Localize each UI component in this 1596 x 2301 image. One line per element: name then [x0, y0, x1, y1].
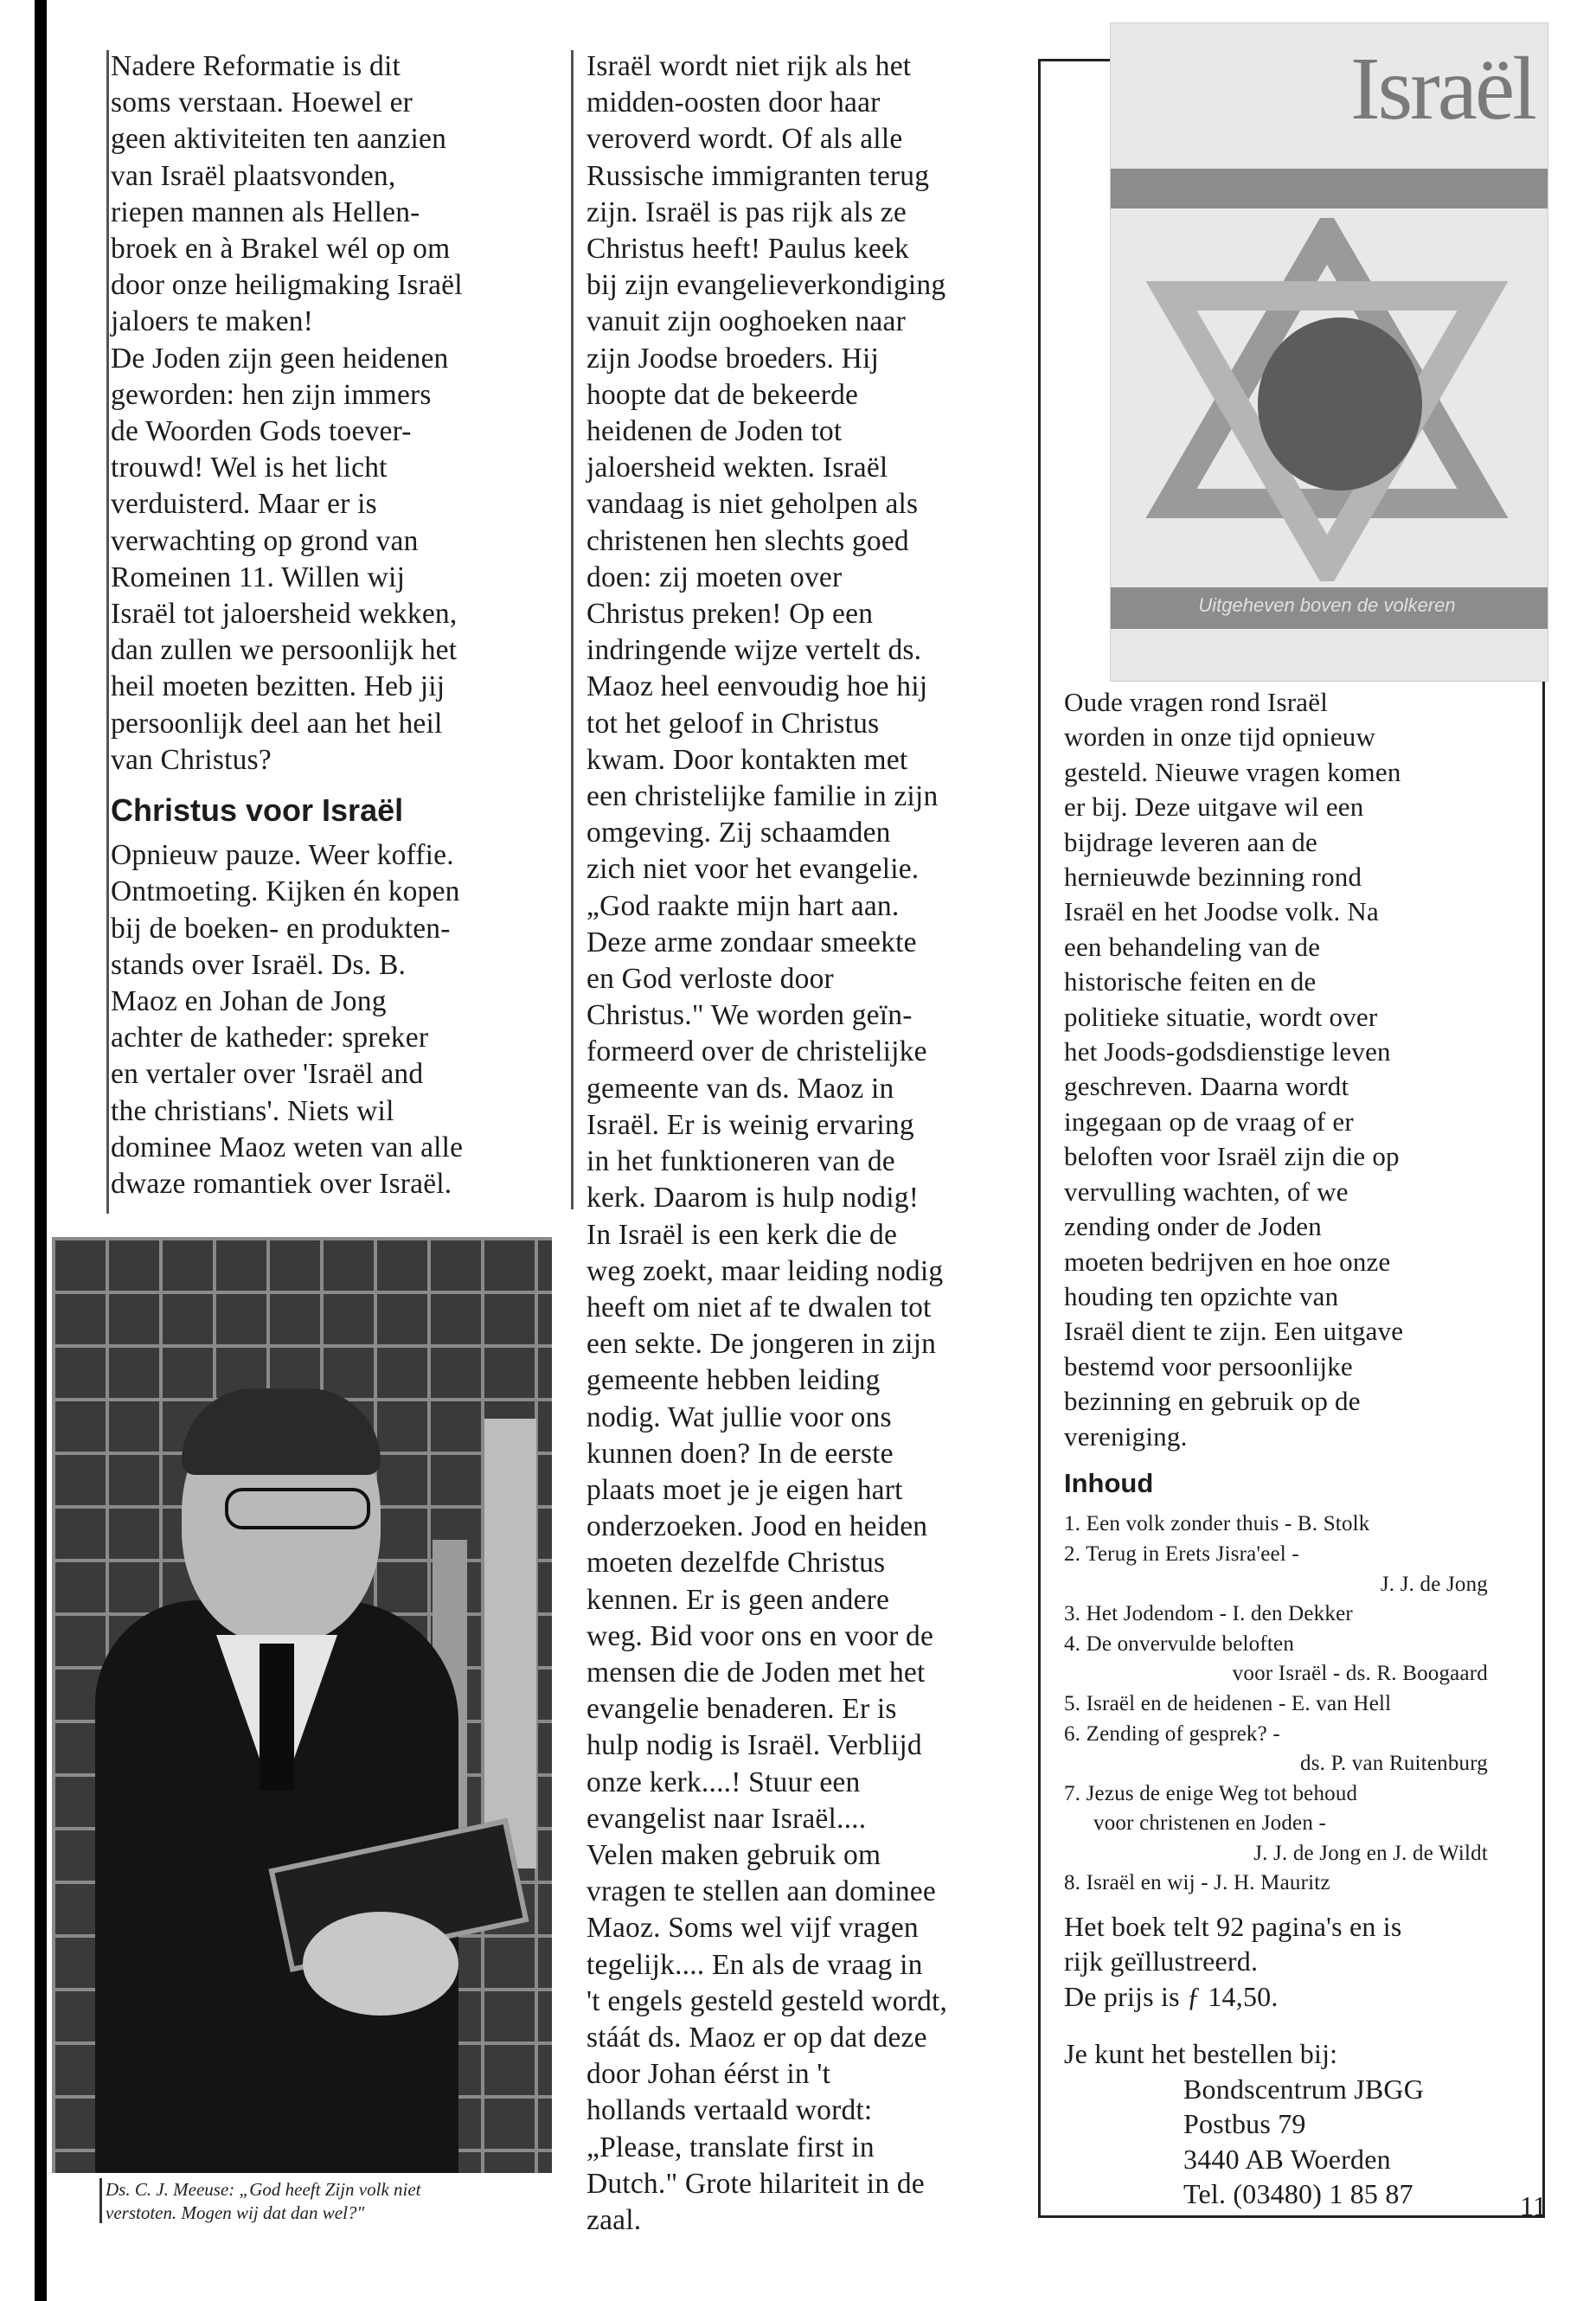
text-line: vandaag is niet geholpen als: [586, 488, 919, 521]
contents-item: voor Israël - ds. R. Boogaard: [1232, 1662, 1488, 1686]
text-line: zaal.: [586, 2203, 642, 2236]
description-line: Israël en het Joodse volk. Na: [1064, 896, 1379, 927]
text-line: dominee Maoz weten van alle: [111, 1131, 464, 1163]
text-line: van Christus?: [111, 743, 272, 776]
text-line: Romeinen 11. Willen wij: [111, 561, 406, 593]
description-line: ingegaan op de vraag of er: [1064, 1106, 1354, 1137]
description-line: hernieuwde bezinning rond: [1064, 862, 1362, 893]
description-line: moeten bedrijven en hoe onze: [1064, 1246, 1391, 1277]
info-line: rijk geïllustreerd.: [1064, 1945, 1259, 1977]
column-1-text-a: [111, 48, 543, 779]
text-line: evangelist naar Israël....: [586, 1802, 867, 1835]
contents-item: 2. Terug in Erets Jisra'eel -: [1064, 1541, 1299, 1566]
photo-glasses: [225, 1488, 370, 1529]
text-line: onderzoeken. Jood en heiden: [586, 1510, 928, 1543]
caption-bar: [99, 2178, 102, 2223]
text-line: omgeving. Zij schaamden: [586, 817, 891, 849]
cover-children-photo: [1258, 317, 1422, 490]
text-line: broek en à Brakel wél op om: [111, 233, 451, 266]
text-line: Opnieuw pauze. Weer koffie.: [111, 839, 454, 872]
text-line: stáát ds. Maoz er op dat deze: [586, 2021, 927, 2054]
text-line: Ontmoeting. Kijken én kopen: [111, 875, 460, 908]
text-line: Maoz heel eenvoudig hoe hij: [586, 670, 928, 703]
text-line: geworden: hen zijn immers: [111, 378, 432, 411]
text-line: „God raakte mijn hart aan.: [586, 889, 900, 922]
book-info: [1064, 1909, 1531, 2014]
description-line: houding ten opzichte van: [1064, 1280, 1339, 1311]
text-line: zijn. Israël is pas rijk als ze: [586, 195, 907, 228]
address-line: 3440 AB Woerden: [1183, 2143, 1391, 2175]
text-line: zijn Joodse broeders. Hij: [586, 342, 880, 375]
order-label: Je kunt het bestellen bij:: [1064, 2038, 1338, 2070]
text-line: de Woorden Gods toever-: [111, 415, 412, 448]
contents-item: 5. Israël en de heidenen - E. van Hell: [1064, 1691, 1392, 1715]
cover-subtitle: Uitgeheven boven de volkeren: [1198, 594, 1456, 616]
text-line: heidenen de Joden tot: [586, 415, 843, 448]
text-line: jaloersheid wekten. Israël: [586, 452, 888, 484]
text-line: en vertaler over 'Israël and: [111, 1058, 424, 1091]
text-line: verwachting op grond van: [111, 524, 419, 557]
description-line: gesteld. Nieuwe vragen komen: [1064, 756, 1401, 787]
description-line: er bij. Deze uitgave wil een: [1064, 792, 1364, 823]
text-line: moeten dezelfde Christus: [586, 1547, 886, 1580]
text-line: „Please, translate first in: [586, 2131, 875, 2163]
text-line: bij de boeken- en produkten-: [111, 912, 451, 945]
text-line: plaats moet je je eigen hart: [586, 1473, 903, 1506]
text-line: Christus heeft! Paulus keek: [586, 233, 909, 266]
photo-tie: [260, 1644, 294, 1791]
text-line: In Israël is een kerk die de: [586, 1218, 898, 1251]
text-line: tot het geloof in Christus: [586, 707, 880, 740]
text-line: Russische immigranten terug: [586, 159, 930, 192]
description-line: worden in onze tijd opnieuw: [1064, 721, 1376, 753]
description-line: een behandeling van de: [1064, 931, 1321, 962]
text-line: riepen mannen als Hellen-: [111, 195, 420, 228]
description-line: het Joods-godsdienstige leven: [1064, 1036, 1391, 1067]
section-heading: Christus voor Israël: [111, 792, 404, 829]
page-number: 11: [1520, 2190, 1547, 2221]
contents-item: voor christenen en Joden -: [1093, 1811, 1327, 1836]
text-line: kwam. Door kontakten met: [586, 743, 908, 776]
book-description-column: [1064, 685, 1531, 2211]
photo-hand: [303, 1912, 458, 2016]
text-line: jaloers te maken!: [111, 305, 314, 338]
address-line: Tel. (03480) 1 85 87: [1183, 2177, 1413, 2209]
text-line: the christians'. Niets wil: [111, 1094, 394, 1127]
contents-heading: Inhoud: [1064, 1467, 1154, 1498]
description-line: Israël dient te zijn. Een uitgave: [1064, 1316, 1404, 1347]
text-line: trouwd! Wel is het licht: [111, 452, 388, 484]
text-line: Maoz. Soms wel vijf vragen: [586, 1912, 919, 1945]
text-line: soms verstaan. Hoewel er: [111, 87, 413, 119]
text-line: gemeente van ds. Maoz in: [586, 1072, 894, 1105]
photo-pillar: [484, 1419, 536, 1868]
text-line: persoonlijk deel aan het heil: [111, 707, 443, 740]
text-line: Israël. Er is weinig ervaring: [586, 1108, 914, 1141]
text-line: formeerd over de christelijke: [586, 1035, 927, 1068]
info-line: De prijs is ƒ 14,50.: [1064, 1980, 1279, 2012]
description-line: geschreven. Daarna wordt: [1064, 1071, 1349, 1102]
text-line: een sekte. De jongeren in zijn: [586, 1328, 937, 1361]
text-line: dan zullen we persoonlijk het: [111, 634, 458, 667]
contents-item: ds. P. van Ruitenburg: [1300, 1752, 1488, 1776]
text-line: zich niet voor het evangelie.: [586, 853, 920, 886]
column-1-text-b: [111, 837, 543, 1202]
text-line: indringende wijze vertelt ds.: [586, 634, 922, 667]
info-line: Het boek telt 92 pagina's en is: [1064, 1911, 1402, 1943]
address-line: Postbus 79: [1183, 2108, 1306, 2140]
description-line: beloften voor Israël zijn die op: [1064, 1141, 1400, 1172]
text-line: kunnen doen? In de eerste: [586, 1437, 894, 1470]
text-line: midden-oosten door haar: [586, 87, 881, 119]
text-line: Christus preken! Op een: [586, 598, 874, 631]
text-line: door Johan éérst in 't: [586, 2058, 831, 2091]
description-line: bijdrage leveren aan de: [1064, 826, 1317, 857]
page-edge-bar: [35, 0, 47, 2301]
text-line: doen: zij moeten over: [586, 561, 843, 593]
description-line: vereniging.: [1064, 1420, 1188, 1452]
text-line: onze kerk....! Stuur een: [586, 1766, 861, 1798]
contents-item: 6. Zending of gesprek? -: [1064, 1721, 1280, 1746]
description-line: historische feiten en de: [1064, 966, 1317, 997]
caption-line: verstoten. Mogen wij dat dan wel?": [106, 2202, 365, 2223]
text-line: Israël wordt niet rijk als het: [586, 50, 912, 82]
text-line: vragen te stellen aan dominee: [586, 1875, 936, 1908]
column-1: [111, 48, 543, 1202]
contents-item: J. J. de Jong: [1380, 1572, 1488, 1596]
text-line: achter de katheder: spreker: [111, 1022, 429, 1054]
text-line: Israël tot jaloersheid wekken,: [111, 598, 458, 631]
address-line: Bondscentrum JBGG: [1183, 2073, 1425, 2105]
text-line: heil moeten bezitten. Heb jij: [111, 670, 445, 703]
speaker-photo: [52, 1237, 552, 2173]
text-line: hoopte dat de bekeerde: [586, 378, 859, 411]
text-line: vanuit zijn ooghoeken naar: [586, 305, 906, 338]
text-line: mensen die de Joden met het: [586, 1656, 926, 1689]
text-line: in het funktioneren van de: [586, 1145, 895, 1178]
text-line: van Israël plaatsvonden,: [111, 159, 396, 192]
description-line: bezinning en gebruik op de: [1064, 1386, 1361, 1417]
description-line: bestemd voor persoonlijke: [1064, 1350, 1353, 1381]
order-info: [1064, 2036, 1531, 2211]
text-line: tegelijk.... En als de vraag in: [586, 1948, 923, 1981]
text-line: kerk. Daarom is hulp nodig!: [586, 1182, 920, 1215]
text-line: geen aktiviteiten ten aanzien: [111, 123, 447, 156]
caption-line: Ds. C. J. Meeuse: „God heeft Zijn volk niet: [106, 2179, 421, 2200]
text-line: Deze arme zondaar smeekte: [586, 926, 917, 958]
contents-item: 1. Een volk zonder thuis - B. Stolk: [1064, 1512, 1370, 1536]
text-line: bij zijn evangelieverkondiging: [586, 269, 946, 302]
text-line: verduisterd. Maar er is: [111, 488, 377, 521]
column-rule-middle: [571, 50, 574, 1209]
contents-item: 4. De onvervulde beloften: [1064, 1631, 1295, 1656]
book-cover: [1110, 22, 1548, 682]
text-line: Dutch." Grote hilariteit in de: [586, 2167, 925, 2200]
text-line: De Joden zijn geen heidenen: [111, 342, 449, 375]
text-line: door onze heiligmaking Israël: [111, 269, 463, 302]
text-line: gemeente hebben leiding: [586, 1364, 881, 1397]
contents-item: J. J. de Jong en J. de Wildt: [1253, 1841, 1488, 1865]
text-line: Christus." We worden geïn-: [586, 999, 913, 1032]
text-line: nodig. Wat jullie voor ons: [586, 1400, 892, 1433]
description-line: politieke situatie, wordt over: [1064, 1001, 1378, 1032]
text-line: Velen maken gebruik om: [586, 1838, 881, 1871]
column-rule-left: [106, 50, 109, 1214]
text-line: veroverd wordt. Of als alle: [586, 123, 903, 156]
text-line: dwaze romantiek over Israël.: [111, 1168, 452, 1201]
text-line: christenen hen slechts goed: [586, 524, 909, 557]
contents-item: 3. Het Jodendom - I. den Dekker: [1064, 1602, 1353, 1626]
text-line: heeft om niet af te dwalen tot: [586, 1291, 932, 1324]
text-line: stands over Israël. Ds. B.: [111, 948, 407, 981]
description-line: Oude vragen rond Israël: [1064, 687, 1329, 717]
contents-list: [1064, 1509, 1531, 1899]
text-line: evangelie benaderen. Er is: [586, 1693, 897, 1726]
photo-caption: [106, 2178, 555, 2225]
cover-title: Israël: [1350, 39, 1535, 138]
text-line: kennen. Er is geen andere: [586, 1583, 890, 1616]
description-line: vervulling wachten, of we: [1064, 1176, 1349, 1207]
cover-band-top: [1111, 169, 1548, 208]
text-line: en God verloste door: [586, 963, 834, 996]
text-line: een christelijke familie in zijn: [586, 780, 939, 813]
column-2: [586, 48, 1036, 2239]
book-description: [1064, 685, 1531, 1454]
text-line: hulp nodig is Israël. Verblijd: [586, 1729, 922, 1762]
contents-item: 7. Jezus de enige Weg tot behoud: [1064, 1781, 1358, 1805]
text-line: 't engels gesteld gesteld wordt,: [586, 1984, 948, 2017]
text-line: weg. Bid voor ons en voor de: [586, 1619, 934, 1652]
text-line: hollands vertaald wordt:: [586, 2094, 873, 2127]
text-line: Nadere Reformatie is dit: [111, 50, 401, 82]
description-line: zending onder de Joden: [1064, 1211, 1322, 1242]
contents-item: 8. Israël en wij - J. H. Mauritz: [1064, 1871, 1330, 1895]
text-line: Maoz en Johan de Jong: [111, 985, 387, 1018]
text-line: weg zoekt, maar leiding nodig: [586, 1254, 944, 1287]
